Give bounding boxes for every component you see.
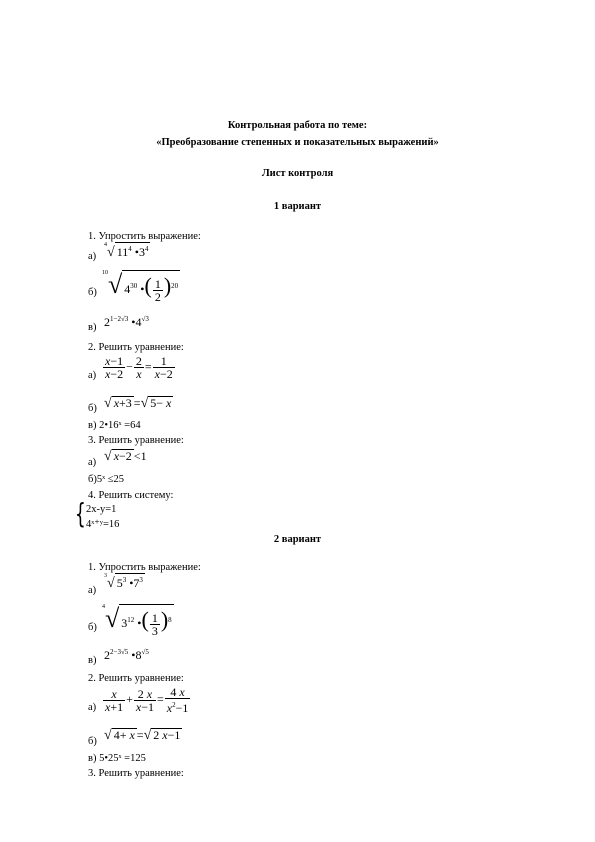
v1-task2: 2. Решить уравнение: <box>88 342 184 353</box>
v1-task3-a-label: а) <box>88 457 97 468</box>
v1-task3-b: б)5ˣ ≤25 <box>88 474 125 485</box>
v1-task1-v-expr: $2^{1-2√3}$ $•4^{√3}$ <box>104 315 149 329</box>
v2-task1-a-expr: $^3$√ $5^3$ $•7^3$ <box>104 573 143 591</box>
v2-task2-a-label: а) <box>88 702 97 713</box>
v1-task2-v: в) 2•16ˣ =64 <box>88 420 141 431</box>
v1-task1: 1. Упростить выражение: <box>88 231 201 242</box>
title-line-2: «Преобразование степенных и показательных выражений» <box>156 137 439 148</box>
v2-task1-v-label: в) <box>88 655 97 666</box>
v2-task1: 1. Упростить выражение: <box>88 562 201 573</box>
v1-task2-a-label: а) <box>88 370 97 381</box>
v1-task1-a-expr: $^4$√ $11^4$ $•3^4$ <box>104 242 149 260</box>
v1-task1-a-label: а) <box>88 251 97 262</box>
v1-task1-v-label: в) <box>88 322 97 333</box>
v1-system-eq1: 2x-y=1 <box>86 504 117 515</box>
v2-task1-b-label: б) <box>88 622 97 633</box>
sheet-title: Лист контроля <box>261 168 334 179</box>
v2-task2: 2. Решить уравнение: <box>88 673 184 684</box>
title-line-1: Контрольная работа по теме: <box>227 120 368 131</box>
v1-task2-b-label: б) <box>88 403 97 414</box>
v2-task2-a-expr: $\frac{x}{x+1}$ + $\frac{2 x}{x-1}$ = $\frac{4 x}{x^2-1}$ <box>105 685 189 715</box>
v2-task2-b-label: б) <box>88 736 97 747</box>
v2-task1-v-expr: $2^{2-3√5}$ $•8^{√5}$ <box>104 648 149 662</box>
v2-task1-b-expr: $^4$√ $3^{12}$ •( $\frac{1}{3}$ )$^8$ <box>102 604 172 638</box>
v2-task2-v: в) 5•25ˣ =125 <box>88 753 146 764</box>
v1-task1-b-label: б) <box>88 287 97 298</box>
system-brace: { <box>75 497 86 530</box>
v2-task1-a-label: а) <box>88 585 97 596</box>
v1-task3: 3. Решить уравнение: <box>88 435 184 446</box>
v2-task2-b-expr: √ 4+ x =√ 2 x−1 <box>104 728 181 743</box>
v1-task3-a-expr: √ x−2 <1 <box>104 449 147 464</box>
v1-task4: 4. Решить систему: <box>88 490 174 501</box>
v1-task2-a-expr: $\frac{x-1}{x-2}$ − $\frac{2}{x}$ = $\frac{1}{x-2}$ <box>105 354 173 381</box>
v1-system-eq2: 4ˣ⁺ʸ=16 <box>86 519 120 530</box>
variant-2-title: 2 вариант <box>273 534 322 545</box>
v1-task1-b-expr: $^{10}$√ $4^{30}$ •( $\frac{1}{2}$ )$^{20}$ <box>102 270 179 304</box>
v2-task3: 3. Решить уравнение: <box>88 768 184 779</box>
v1-task2-b-expr: √ x+3 =√ 5− x <box>104 396 172 411</box>
variant-1-title: 1 вариант <box>273 201 322 212</box>
